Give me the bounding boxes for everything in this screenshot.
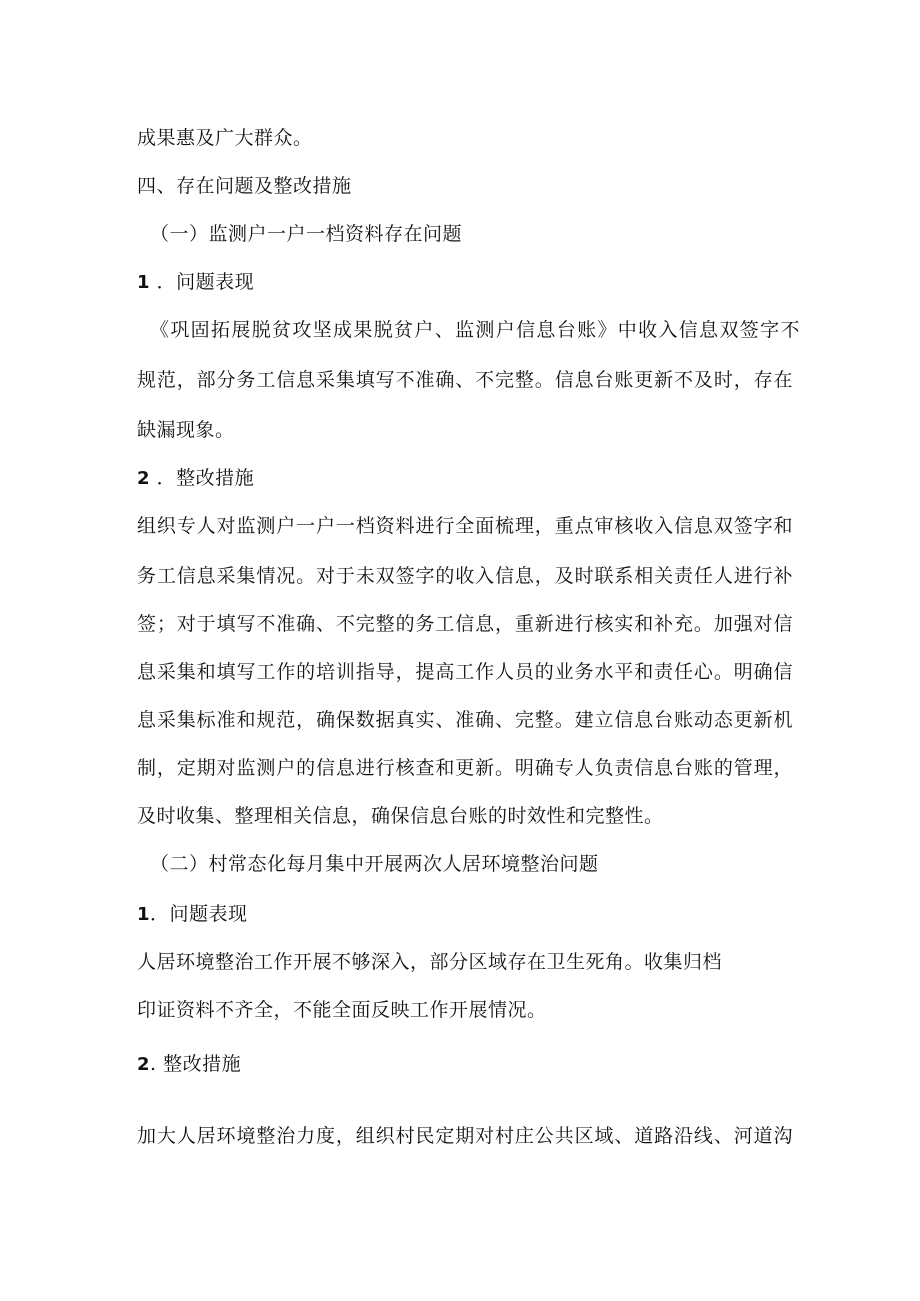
paragraph-line: 印证资料不齐全，不能全面反映工作开展情况。 [137,999,547,1021]
item-number: 1 [137,272,151,293]
item-number: 1 [137,904,151,925]
paragraph-line: 《巩固拓展脱贫攻坚成果脱贫户、监测户信息台账》中收入信息双签字不 [150,319,800,341]
section-heading: 四、存在问题及整改措施 [137,175,352,197]
item-heading [137,466,254,491]
paragraph-line: 规范，部分务工信息采集填写不准确、不完整。信息台账更新不及时，存在 [137,369,793,391]
item-number: 2 [137,468,151,489]
paragraph-line: 缺漏现象。 [137,419,235,441]
item-number: 2 [137,1054,151,1075]
item-heading [137,902,248,927]
item-label: ．整改措施 [156,467,255,489]
paragraph-line: 制，定期对监测户的信息进行核查和更新。明确专人负责信息台账的管理， [137,757,793,779]
item-label: . 整改措施 [150,1053,242,1075]
paragraph-line: 息采集和填写工作的培训指导，提高工作人员的业务水平和责任心。明确信 [137,661,793,683]
paragraph-line: 加大人居环境整治力度，组织村民定期对村庄公共区域、道路沿线、河道沟 [137,1125,793,1147]
paragraph-line: 签；对于填写不准确、不完整的务工信息，重新进行核实和补充。加强对信 [137,613,793,635]
item-label: ．问题表现 [150,903,248,925]
paragraph-line: 及时收集、整理相关信息，确保信息台账的时效性和完整性。 [137,805,664,827]
subsection-heading: （一）监测户一户一档资料存在问题 [150,223,463,245]
item-heading [137,270,254,295]
subsection-heading: （二）村常态化每月集中开展两次人居环境整治问题 [150,853,599,875]
paragraph-line: 务工信息采集情况。对于未双签字的收入信息，及时联系相关责任人进行补 [137,565,793,587]
item-label: ．问题表现 [156,271,255,293]
paragraph-line: 息采集标准和规范，确保数据真实、准确、完整。建立信息台账动态更新机 [137,709,793,731]
paragraph-line: 人居环境整治工作开展不够深入，部分区域存在卫生死角。收集归档 [137,951,723,973]
item-heading [137,1052,241,1077]
paragraph-line: 组织专人对监测户一户一档资料进行全面梳理，重点审核收入信息双签字和 [137,515,793,537]
paragraph-line: 成果惠及广大群众。 [137,127,313,149]
